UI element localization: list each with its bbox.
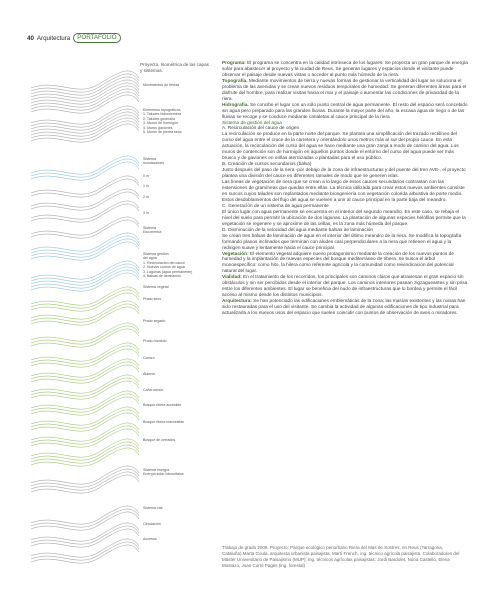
legend-label: Bosque ribera inaccesible xyxy=(143,420,185,424)
isometric-layer xyxy=(31,233,139,260)
page-header xyxy=(27,33,121,43)
paragraph-heading: Vialidad: xyxy=(222,275,242,281)
paragraph-text: A. Recirculación del cauce de origen xyxy=(222,126,300,132)
legend-label: Álamos xyxy=(143,372,155,376)
paragraph-heading: Hidrografía. xyxy=(222,102,249,108)
isometric-layer xyxy=(31,407,139,431)
isometric-layers-illustration xyxy=(27,60,215,600)
isometric-layer xyxy=(31,261,139,291)
paragraph-text: En el tratamiento de los recorridos, los principales son caminos claros que atraviesan el gran espacio sin obstáculos y sin ser percibidos desde el interior del parque. Los caminos interiores pasean zigzagueantes y sin prisa entre los diferentes ambientes. El lugar se beneficia del nudo de infraestructuras que lo bordea y permite el fácil acceso al mismo desde los distintos municipios. xyxy=(222,275,468,299)
legend-label: Movimientos de tierras xyxy=(143,83,180,87)
body-paragraph xyxy=(222,168,469,180)
legend-label: 0 m xyxy=(143,174,149,178)
magazine-name: Arquitectura xyxy=(36,34,71,42)
body-paragraph xyxy=(222,79,469,103)
paragraph-heading: Topografía. xyxy=(222,78,248,84)
legend-label: Sistema energía Energía solar fotovoltaica xyxy=(143,468,184,477)
subsection-heading: Sistema de gestión del agua xyxy=(222,120,282,126)
page-number: 40 xyxy=(27,34,34,42)
isometric-layer xyxy=(31,391,139,415)
paragraph-text: El único lugar con agua permanente se encuentra en el interior del segundo meandro. En este caso, se rebaja el nivel del suelo para permitir la ubicación de dos lagunas. La plantación de algunas especies helófilas permite que la vegetación se regenere y se aproxime de las orillas, es la zona más húmeda del parque. xyxy=(222,209,466,227)
legend-label: Carrizo xyxy=(143,356,155,360)
legend-label: 2 m xyxy=(143,195,149,199)
isometric-layer xyxy=(31,539,139,563)
paragraph-heading: Vegetación: xyxy=(222,251,249,257)
paragraph-text: C. Generación de un sistema de agua permanente xyxy=(222,203,329,209)
legend-label: Elementos topográficos 1. Taludes hidrosiembra 2. Taludes geomalla 3. Muros de hormigón 4. Muros gaviones 5. Muros de piedra seca xyxy=(143,108,182,135)
legend-label: Sistema inundaciones xyxy=(143,157,165,166)
legend-label: Circulación xyxy=(143,522,161,526)
legend-label: Accesos xyxy=(143,537,157,541)
body-paragraph xyxy=(222,299,469,317)
legend-label: Bosque ribera accesible xyxy=(143,403,182,407)
paragraph-text: D. Disminución de la velocidad del agua mediante balsas de laminación xyxy=(222,227,374,233)
isometric-layer xyxy=(31,189,139,210)
legend-label: 1 m xyxy=(143,184,149,188)
body-paragraph xyxy=(222,180,469,204)
body-paragraph xyxy=(222,61,469,79)
isometric-layer xyxy=(31,176,139,197)
legend-label: Sistema gestión del agua 1. Recirculación del cauce 2. Nuevos cursos de agua 3. Lagunas (agua permanente) 4. Balsas de laminación xyxy=(143,252,193,279)
paragraph-text: El programa se concentra en la calidad intrínseca de los lugares. Se proyecta un gran parque de energía solar para abastecer al proyecto y la ciudad de Reus. Se generan lugares y espacios donde el visitante puede observar el paisaje desde nuevas vistas o acceder al punto más húmedo de la riera. xyxy=(222,61,468,78)
legend-label: Caña común xyxy=(143,388,164,392)
credits-paragraph: Trabajo de grado 2009. Proyecto: Parque ecológico periurbano Riera del Mas de Sostres, en Reus (Tarragona, Cataluña).Marta Goula, arquitecta urbanista paisajista; Martí French, ing. técnico agrícola paisajista. Colaboradores del Máster Universitario de Paisajismo (MUP): ing. técnicos agrícolas paisajistas: Jordi Bardolet, Núria Castelló, Elena Mostazo, Joan Curtó Pagès (ing. forestal) xyxy=(222,545,460,568)
legend-label: Prado segado xyxy=(143,319,166,323)
paragraph-text: Justo después del paso de la riera -por debajo de la zona de infraestructuras y del puente del tren AVE-, el proyecto plantea una división del cauce en diferentes ramales de modo que se generen islas. xyxy=(222,168,466,180)
isometric-layer xyxy=(31,523,139,547)
isometric-layer xyxy=(31,106,139,142)
paragraph-text: Se han potenciado las edificaciones emblemáticas de la zona; las masías existentes y las ruinas han sido restauradas para el uso del visitante. Se cambia la actividad de algunas edificaciones de tipo industrial para actualizarla a los nuevos usos del espacio que suelen coincidir con puntos de observación de aves o miradores. xyxy=(222,299,466,317)
legend-label: Prado húmedo xyxy=(143,339,167,343)
paragraph-heading: Programa: xyxy=(222,61,246,66)
legend-label: Sistema vial xyxy=(143,506,163,510)
body-paragraph xyxy=(222,252,469,276)
isometric-layer xyxy=(31,423,139,447)
legend-title: Proyecto. Isométrica de las capas y sistemas. xyxy=(140,62,209,73)
paragraph-text: El elemento vegetal adquiere nuevo protagonismo mediante la creación de los nuevos puntos de humedad y la implantación de nuevas especies del bosque mediterráneo de ribera. Se busca el árbol monoespecífico: como hito, la hilera como referente agrícola y la comunidad como reivindicación del potencial natural del lugar. xyxy=(222,251,454,275)
isometric-layer xyxy=(31,375,139,399)
body-paragraph xyxy=(222,234,469,252)
body-paragraph xyxy=(222,132,469,162)
paragraph-text: Se concibe el lugar con un sólo punto central de agua permanente. El resto del espacio será concebido sin agua pero preparado para las grandes lluvias. Durante la mayor parte del año, la escasa agua de riego o de las lluvias se recoge y se conduce mediante canaletas al cauce principal de la riera. xyxy=(222,102,468,120)
article-body xyxy=(222,61,469,317)
body-paragraph xyxy=(222,103,469,121)
isometric-layer xyxy=(31,301,139,325)
legend-label: 3 m xyxy=(143,211,149,215)
isometric-layer xyxy=(31,201,139,222)
paragraph-text: La recirculación se produce en la parte norte del parque. Se plantea una simplificación del trazado rectilíneo del curso del agua entre el cruce de la carretera y orientándolo unos metros más al sur del propio cauce. En esta actuación, la recirculación del curso del agua se hace mediante una gran zanja a modo de camino del agua. Los muros de contención son de hormigón en aquellos puntos donde el entorno del curso del agua puede ser más brusco y de gaviones en orillas aterrazadas o plantadas para el uso público. xyxy=(222,132,459,162)
body-paragraph xyxy=(222,275,469,299)
paragraph-text: Mediante movimientos de tierra y nuevas formas de gestionar la verticalidad del lugar se soluciona el problema de las avenidas y se crean nuevos residuos temporales de humedad. Se generan diferentes áreas para el disfrute del hombre, para realizar visitas hacia el mar y el paisaje o aumentar las condiciones de privacidad de la riera. xyxy=(222,78,467,102)
paragraph-text: Las líneas de vegetación de riera que se crean a lo largo de estos cauces secundarios contrastan con las extensiones de gramíneas que quedan entre ellas. La técnica utilizada para crear estos nuevos ambientes consiste en surcos cuyos taludes son replantados mediante biongeniería con vegetación colorida arbustiva de porte medio. Estos desdoblamientos del flujo del agua se vuelven a unir al cauce principal en la parte baja del meandro. xyxy=(222,180,465,203)
legend-label: Sistema Escorrentía xyxy=(143,226,162,235)
isometric-layer xyxy=(31,466,139,493)
legend-label: Bosque de cerrados xyxy=(143,438,176,442)
body-paragraph xyxy=(222,210,469,228)
section-badge: PORTAFOLIO xyxy=(73,33,120,43)
isometric-layer xyxy=(31,359,139,383)
legend-label: Prado seco xyxy=(143,297,162,301)
isometric-layers-drawing xyxy=(27,60,215,600)
paragraph-text: Se crean tres balsas de laminación de agua en el interior del último meandro de la riera. Se modifica la topografía formando planos inclinados que terminan con aludes casi perpendiculares a la riera que retienen el agua y la redirigen suave y lentamente hacia el cauce principal. xyxy=(222,233,462,251)
paragraph-text: B. Creación de cursos secundarios (balsa) xyxy=(222,162,312,168)
isometric-layer xyxy=(31,217,139,238)
legend-label: Sistema vegetal xyxy=(143,285,169,289)
isometric-layer xyxy=(31,343,139,367)
paragraph-heading: Arquitectura: xyxy=(222,299,252,305)
